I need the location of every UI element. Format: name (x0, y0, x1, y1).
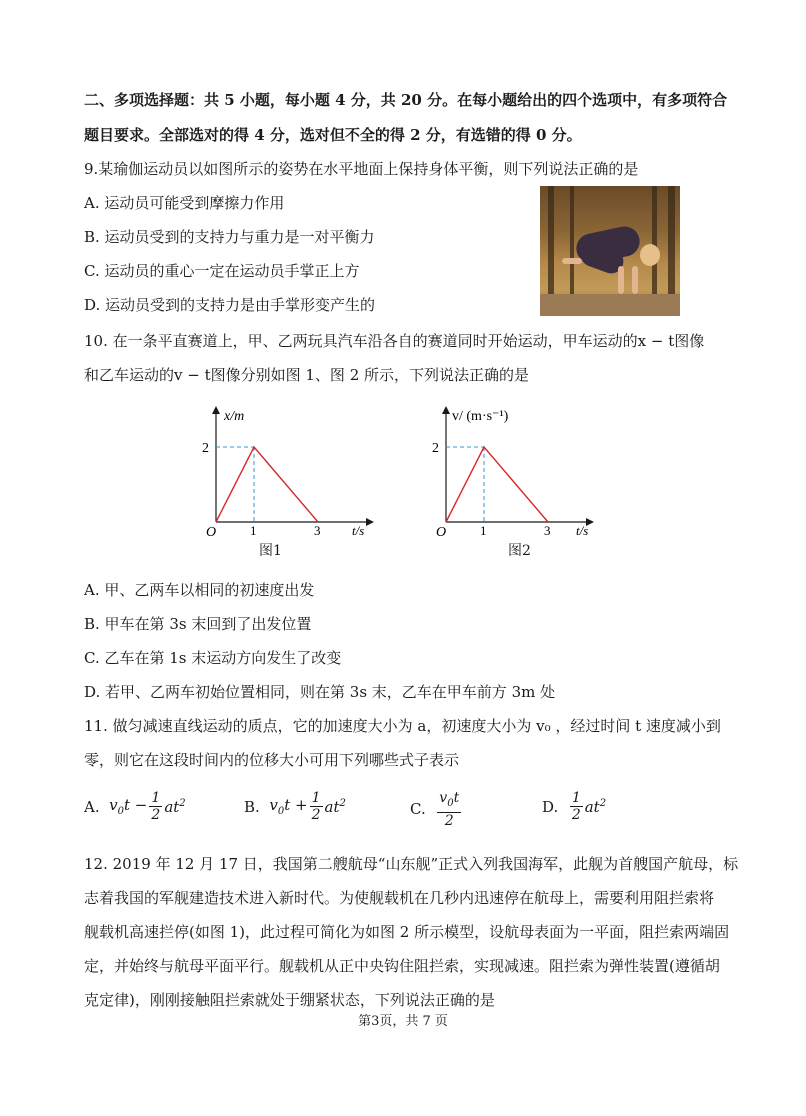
q11-stem-line1: 11. 做匀减速直线运动的质点，它的加速度大小为 a，初速度大小为 v₀ ，经过时间 t 速度减小到 (84, 717, 721, 735)
q11-option-a-label: A. (84, 797, 100, 816)
q10-option-b: B. 甲车在第 3s 末回到了出发位置 (84, 615, 312, 633)
q12-line-3: 舰载机高速拦停(如图 1)，此过程可简化为如图 2 所示模型，设航母表面为一平面，阻拦索两端固 (84, 923, 730, 941)
q10-option-a: A. 甲、乙两车以相同的初速度出发 (84, 581, 315, 599)
page-footer: 第3页，共 7 页 (358, 1014, 448, 1029)
fig2-y-arrow (442, 406, 450, 414)
q11-option-d-label: D. (542, 797, 559, 816)
fig1-series-line (216, 447, 318, 522)
fig2-origin: O (436, 525, 447, 539)
fig1-x-arrow (366, 518, 374, 526)
fig1-origin: O (206, 525, 217, 539)
q9-option-c: C. 运动员的重心一定在运动员手掌正上方 (84, 262, 360, 280)
q10-stem-line2: 和乙车运动的v − t图像分别如图 1、图 2 所示，下列说法正确的是 (84, 366, 530, 384)
fig2-ylabel: v/ (m·s⁻¹) (452, 409, 509, 424)
q11-option-b: B. $v_0t$ + $\frac{1}{2}$ $at^2$ (244, 790, 346, 823)
q11-option-c-label: C. (410, 800, 426, 819)
fig1-x-tick-1: 1 (250, 523, 257, 538)
q11-stem-line2: 零，则它在这段时间内的位移大小可用下列哪些式子表示 (84, 751, 460, 769)
q10-stem-line1: 10. 在一条平直赛道上，甲、乙两玩具汽车沿各自的赛道同时开始运动，甲车运动的x − t图像 (84, 332, 705, 350)
fig1-caption: 图1 (259, 543, 282, 559)
q11-option-b-label: B. (244, 797, 260, 816)
q12-line-5: 克定律)，刚刚接触阻拦索就处于绷紧状态，下列说法正确的是 (84, 991, 495, 1009)
fig2-caption: 图2 (508, 543, 531, 559)
q12-line-2: 志着我国的军舰建造技术进入新时代。为使舰载机在几秒内迅速停在航母上，需要利用阻拦索将 (84, 889, 715, 907)
q10-option-d: D. 若甲、乙两车初始位置相同，则在第 3s 末，乙车在甲车前方 3m 处 (84, 683, 556, 701)
fig1-y-arrow (212, 406, 220, 414)
q11-option-d: D. $\frac{1}{2}$ $at^2$ (542, 790, 607, 823)
fig1-xlabel: t/s (352, 523, 365, 538)
q12-line-4: 定，并始终与航母平面平行。舰载机从正中央钩住阻拦索，实现减速。阻拦索为弹性装置(遵循胡 (84, 957, 720, 975)
figure-2-vt-graph (426, 404, 616, 539)
fig1-y-tick: 2 (202, 441, 209, 456)
q10-option-c: C. 乙车在第 1s 末运动方向发生了改变 (84, 649, 342, 667)
q9-option-d: D. 运动员受到的支持力是由手掌形变产生的 (84, 296, 376, 314)
fig2-y-tick: 2 (432, 441, 439, 456)
yoga-photo (540, 186, 680, 316)
section-heading-line2: 题目要求。全部选对的得 4 分，选对但不全的得 2 分，有选错的得 0 分。 (84, 126, 582, 144)
q9-option-a: A. 运动员可能受到摩擦力作用 (84, 194, 285, 212)
q9-option-b: B. 运动员受到的支持力与重力是一对平衡力 (84, 228, 375, 246)
fig2-x-tick-3: 3 (544, 523, 551, 538)
fig2-xlabel: t/s (576, 523, 589, 538)
q12-line-1: 12. 2019 年 12 月 17 日，我国第二艘航母“山东舰”正式入列我国海军，此舰为首艘国产航母，标 (84, 855, 739, 873)
q9-stem: 9.某瑜伽运动员以如图所示的姿势在水平地面上保持身体平衡，则下列说法正确的是 (84, 160, 639, 178)
section-heading-line1: 二、多项选择题：共 5 小题，每小题 4 分，共 20 分。在每小题给出的四个选项中，有多项符合 (84, 91, 728, 109)
fig1-ylabel: x/m (224, 409, 245, 424)
q11-option-a: A. $v_0t$ − $\frac{1}{2}$ $at^2$ (84, 790, 186, 823)
fig2-x-tick-1: 1 (480, 523, 487, 538)
q11-option-c: C. $\frac{v_0t}{2}$ (410, 790, 460, 829)
fig2-series-line (446, 447, 548, 522)
fig1-x-tick-3: 3 (314, 523, 321, 538)
figure-1-xt-graph (196, 404, 386, 539)
